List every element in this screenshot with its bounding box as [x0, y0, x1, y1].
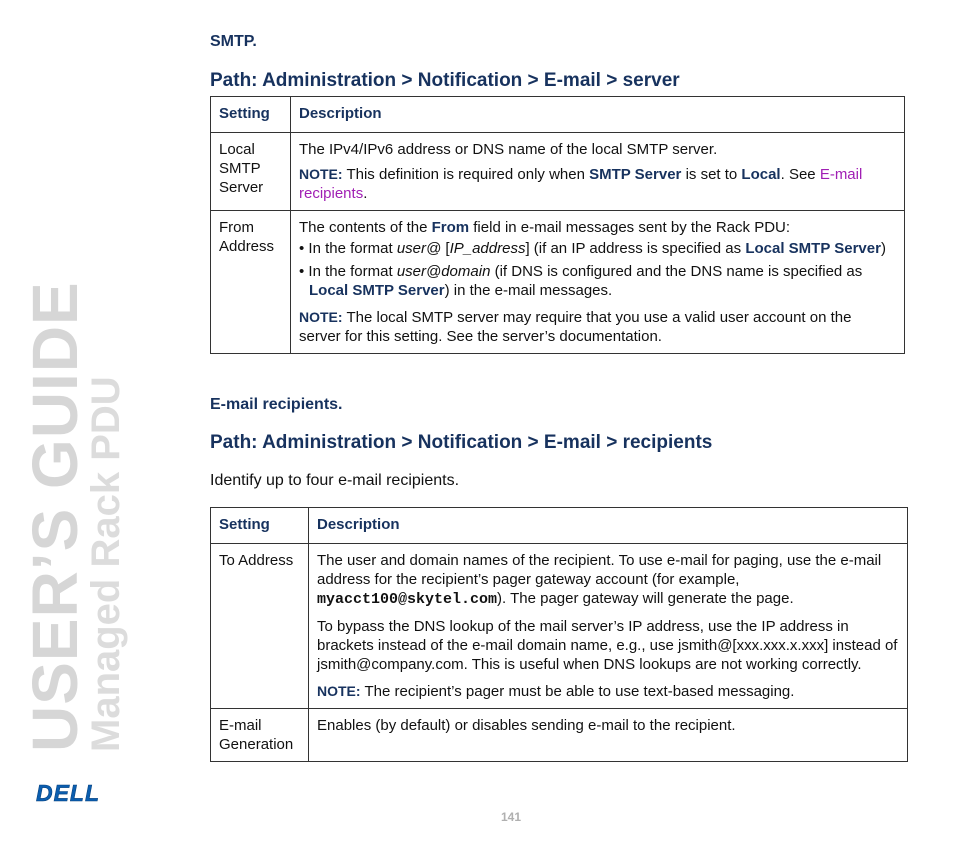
column-header-setting: Setting [211, 508, 309, 544]
description-cell: Enables (by default) or disables sending e-mail to the recipient. [309, 709, 908, 762]
list-item: • In the format user@ [IP_address] (if an IP address is specified as Local SMTP Server) [299, 240, 886, 257]
table-row [211, 211, 905, 354]
page-number: 141 [500, 810, 522, 824]
path-heading-recipients: Path: Administration > Notification > E-mail > recipients [210, 432, 713, 453]
side-title-users-guide: USER’S GUIDE [19, 281, 91, 752]
email-recipients-link[interactable]: E-mail recipients [299, 166, 863, 202]
table-row [211, 709, 908, 762]
note-label: NOTE: [317, 683, 361, 699]
setting-cell: Local SMTP Server [211, 133, 291, 211]
dell-logo [25, 782, 111, 804]
intro-text: Identify up to four e-mail recipients. [210, 472, 460, 489]
smtp-settings-table [210, 96, 905, 354]
column-header-setting: Setting [211, 97, 291, 133]
list-item: • In the format user@domain (if DNS is configured and the DNS name is specified as Local SMTP Server) in the e-mail messages. [299, 263, 863, 299]
note-label: NOTE: [299, 309, 343, 325]
setting-cell: From Address [211, 211, 291, 354]
description-cell: The user and domain names of the recipient. To use e-mail for paging, use the e-mail address for the recipient’s pager gateway account (for example, myacct100@skytel.com). The pager gateway will generate the page. To bypass the DNS lookup of the mail server’s IP address, use the IP address in brackets instead of the e-mail domain name, e.g., use jsmith@[xxx.xxx.x.xxx] instead of jsmith@company.com. This is useful when DNS lookups are not working correctly. NOTE: The recipient’s pager must be able to use text-based messaging. [309, 544, 908, 709]
recipients-settings-table [210, 507, 908, 762]
setting-cell: E-mail Generation [211, 709, 309, 762]
setting-cell: To Address [211, 544, 309, 709]
side-title-managed-rack-pdu: Managed Rack PDU [84, 376, 128, 752]
column-header-description: Description [309, 508, 908, 544]
column-header-description: Description [291, 97, 905, 133]
note-label: NOTE: [299, 166, 343, 182]
table-header-row [211, 508, 908, 544]
description-cell: The IPv4/IPv6 address or DNS name of the local SMTP server. NOTE: This definition is required only when SMTP Server is set to Local. See E-mail recipients. [291, 133, 905, 211]
section-heading-email-recipients: E-mail recipients. [210, 396, 343, 413]
section-heading-smtp: SMTP. [210, 33, 257, 50]
svg-text:DELL: DELL [35, 782, 101, 804]
table-header-row [211, 97, 905, 133]
table-row [211, 544, 908, 709]
path-heading-server: Path: Administration > Notification > E-mail > server [210, 70, 680, 91]
table-row [211, 133, 905, 211]
description-cell: The contents of the From field in e-mail messages sent by the Rack PDU: • In the format user@ [IP_address] (if an IP address is specified as Local SMTP Server) • In the format user@domain (if DNS is configured and the DNS name is specified as Local SMTP Server) in the e-mail messages. NOTE: The local SMTP server may require that you use a valid user account on the server for this setting. See the server’s documentation. [291, 211, 905, 354]
